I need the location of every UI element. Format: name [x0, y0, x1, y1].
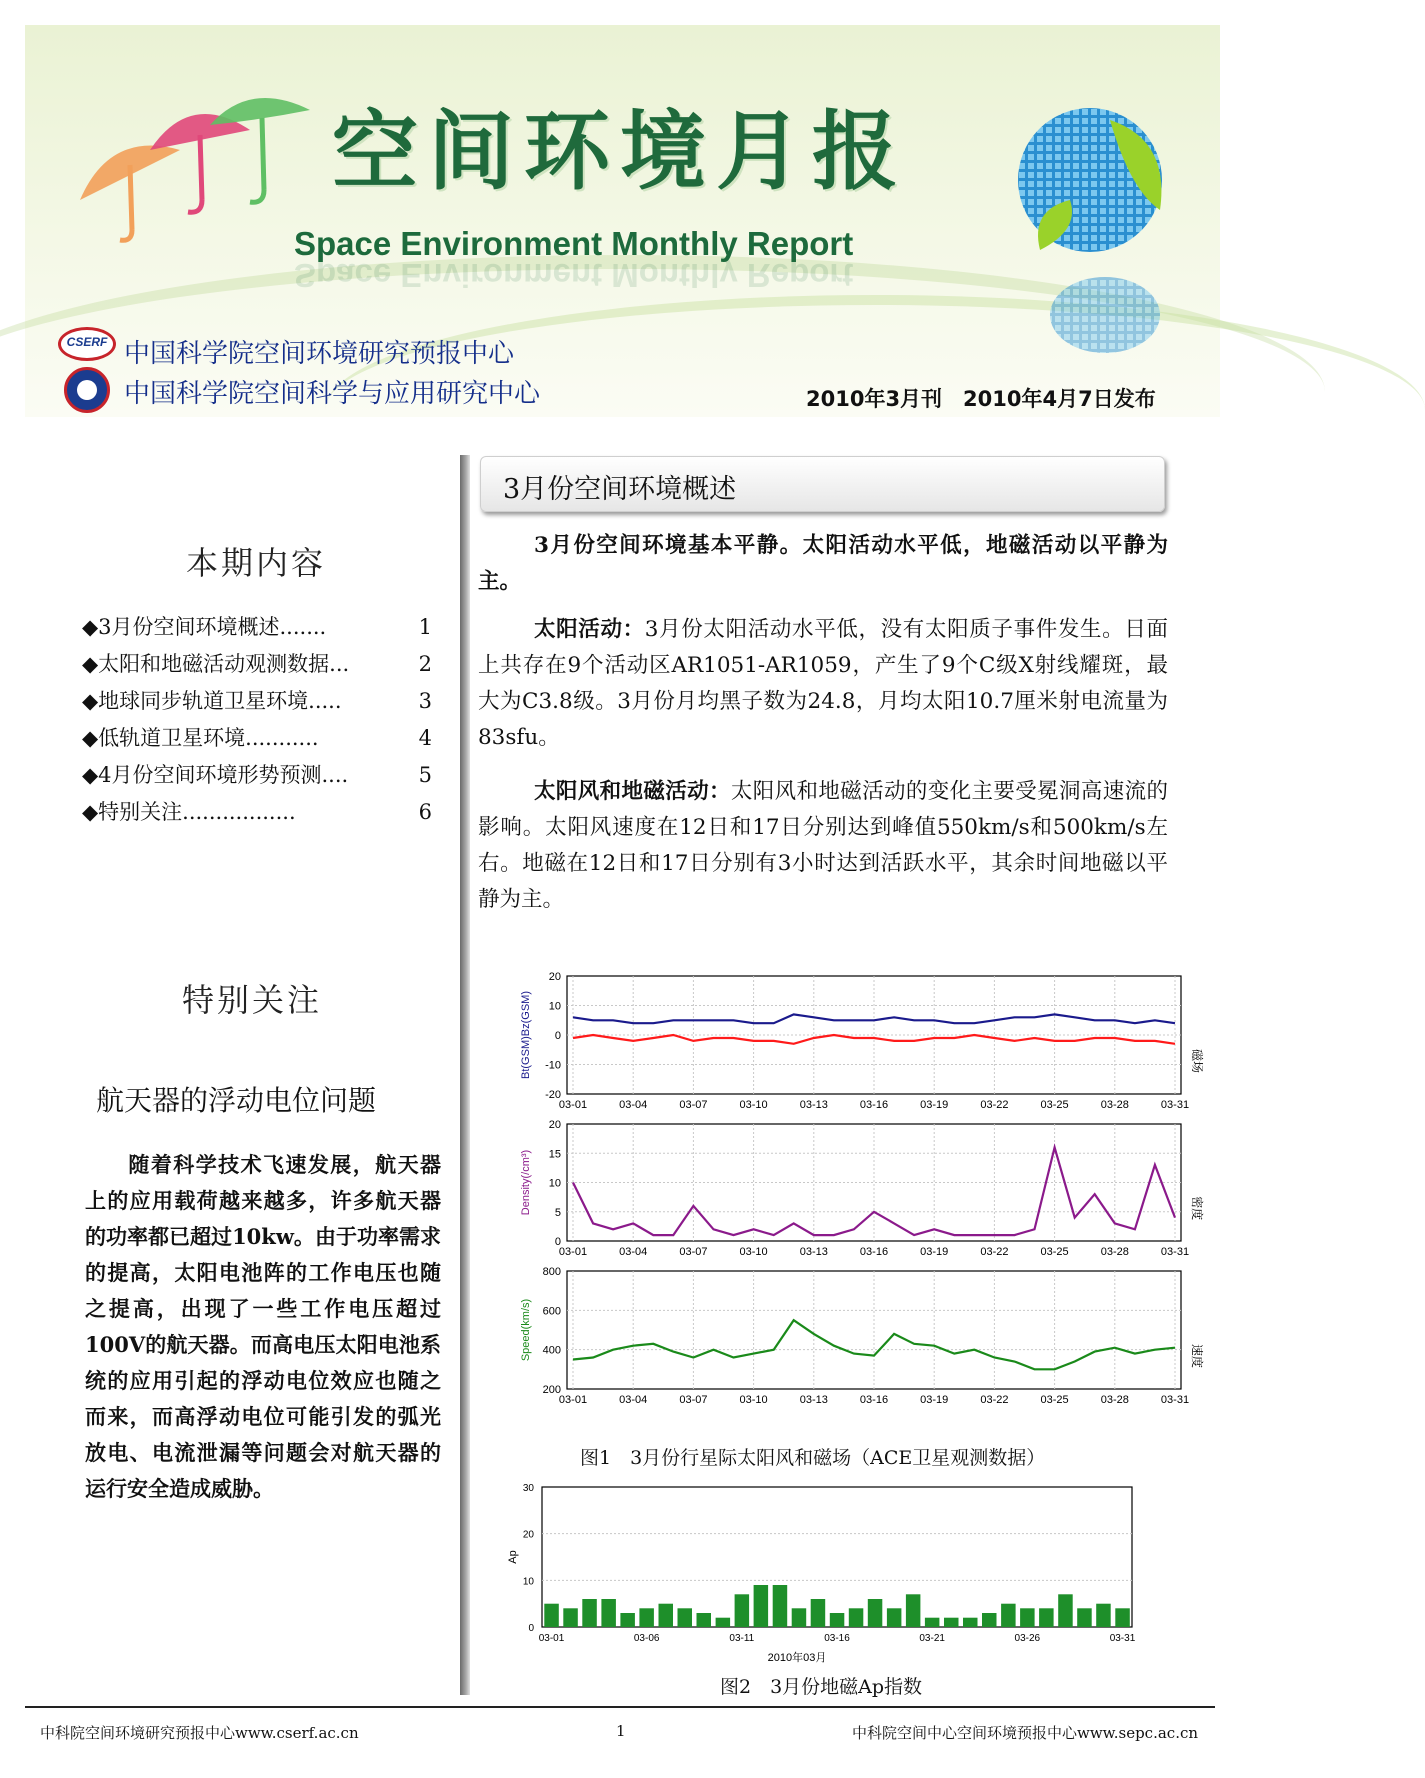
x-tick-label: 03-19	[920, 1246, 949, 1258]
x-tick-label: 03-04	[619, 1099, 648, 1111]
cssar-logo	[64, 367, 110, 413]
toc-item[interactable]: ◆3月份空间环境概述....... 1	[82, 615, 432, 639]
org-name-1: 中国科学院空间环境研究预报中心	[124, 339, 515, 369]
cserf-logo: CSERF	[58, 327, 116, 361]
article-text: 随着科学技术飞速发展，航天器上的应用载荷越来越多，许多航天器的功率都已超过10kw。由于功率需求的提高，太阳电池阵的工作电压也随之提高，出现了一些工作电压超过100V的航天器。而高电压太阳电池系统的应用引起的浮动电位效应也随之而来，而高浮动电位可能引发的弧光放电、电流泄漏等问题会对航天器的运行安全造成威胁。	[85, 1152, 441, 1501]
x-tick-label: 03-01	[558, 1394, 588, 1406]
ap-bar	[639, 1608, 654, 1627]
solar-activity-paragraph: 太阳活动：3月份太阳活动水平低，没有太阳质子事件发生。日面上共存在9个活动区AR1051-AR1059，产生了9个C级X射线耀斑，最大为C3.8级。3月份月均黑子数为24.8，月均太阳10.7厘米射电流量为83sfu。	[478, 617, 1168, 750]
toc-item[interactable]: ◆地球同步轨道卫星环境..... 3	[82, 689, 432, 713]
toc-item[interactable]: ◆特别关注................. 6	[82, 800, 432, 824]
y-tick-label: 0	[528, 1623, 534, 1634]
ap-bar	[697, 1613, 712, 1627]
ap-bar	[716, 1618, 731, 1627]
x-tick-label: 03-31	[1160, 1099, 1190, 1111]
ap-bar	[1077, 1608, 1092, 1627]
x-tick-label: 03-28	[1100, 1246, 1129, 1258]
y-tick-label: 0	[554, 1236, 561, 1248]
side-label: 速度	[1190, 1343, 1204, 1368]
x-tick-label: 03-04	[619, 1246, 648, 1258]
report-title: 空间环境月报	[332, 101, 908, 202]
side-label: 密度	[1190, 1196, 1204, 1221]
x-tick-label: 03-22	[980, 1394, 1009, 1406]
y-tick-label: 20	[548, 1119, 561, 1131]
y-tick-label: 30	[522, 1483, 534, 1494]
x-tick-label: 03-07	[679, 1246, 708, 1258]
y-tick-label: 20	[548, 971, 561, 983]
side-label: 磁场	[1190, 1048, 1204, 1073]
figure-2-caption: 图2 3月份地磁Ap指数	[720, 1676, 923, 1698]
x-tick-label: 03-25	[1040, 1394, 1069, 1406]
ap-bar	[811, 1599, 826, 1627]
x-tick-label: 03-01	[558, 1099, 588, 1111]
chart-panel-2	[520, 1119, 1205, 1258]
x-tick-label: 03-11	[729, 1633, 755, 1644]
toc-title: 本期内容	[186, 544, 327, 582]
x-tick-label: 03-13	[799, 1394, 828, 1406]
column-divider	[460, 455, 470, 1695]
ap-bar	[678, 1608, 693, 1627]
footer-right: 中科院空间中心空间环境预报中心www.sepc.ac.cn	[852, 1724, 1199, 1742]
x-tick-label: 03-22	[980, 1246, 1009, 1258]
ap-bar	[754, 1585, 769, 1627]
page-number: 1	[616, 1722, 626, 1740]
y-tick-label: -20	[545, 1089, 561, 1101]
toc-item[interactable]: ◆低轨道卫星环境........... 4	[82, 726, 432, 750]
y-tick-label: 5	[554, 1206, 561, 1219]
ap-bar	[982, 1613, 997, 1627]
x-tick-label: 03-06	[633, 1633, 660, 1644]
umbrella-icon	[70, 80, 310, 250]
article-title: 航天器的浮动电位问题	[96, 1084, 377, 1117]
figure-1-chart	[510, 960, 1204, 1420]
ap-bar	[963, 1618, 978, 1627]
x-tick-label: 03-07	[679, 1394, 708, 1406]
x-tick-label: 03-07	[679, 1099, 708, 1111]
ap-bar	[849, 1608, 864, 1627]
ap-bar	[544, 1604, 559, 1627]
figure-2-chart	[500, 1475, 1150, 1675]
y-tick-label: 800	[542, 1266, 561, 1278]
ap-frame	[542, 1487, 1132, 1627]
ap-bar	[620, 1613, 635, 1627]
x-tick-label: 03-25	[1040, 1099, 1069, 1111]
ap-bar	[1115, 1608, 1130, 1627]
footer-rule	[25, 1706, 1215, 1708]
y-axis-label: Bt(GSM)Bz(GSM)	[520, 991, 532, 1079]
y-tick-label: 0	[554, 1030, 561, 1042]
toc-item[interactable]: ◆太阳和地磁活动观测数据... 2	[82, 652, 432, 676]
x-tick-label: 03-13	[799, 1246, 828, 1258]
ap-bar	[601, 1599, 616, 1627]
x-tick-label: 03-21	[919, 1633, 945, 1644]
x-tick-label: 03-10	[739, 1246, 768, 1258]
y-tick-label: 10	[548, 1177, 561, 1190]
x-tick-label: 03-25	[1040, 1246, 1069, 1258]
x-axis-label: 2010年03月	[767, 1652, 827, 1664]
figure-1-caption: 图1 3月份行星际太阳风和磁场（ACE卫星观测数据）	[580, 1447, 1046, 1469]
ap-bar	[1020, 1608, 1035, 1627]
x-tick-label: 03-28	[1100, 1099, 1129, 1111]
ap-bar	[735, 1594, 750, 1627]
summary-text: 3月份空间环境基本平静。太阳活动水平低，地磁活动以平静为主。	[478, 533, 1168, 594]
x-tick-label: 03-01	[538, 1633, 565, 1644]
chart-panel-3	[520, 1266, 1205, 1406]
special-title: 特别关注	[182, 981, 323, 1019]
ap-bar	[582, 1599, 597, 1627]
y-axis-label: Density(/cm³)	[520, 1149, 532, 1216]
x-tick-label: 03-31	[1160, 1394, 1190, 1406]
org-name-2: 中国科学院空间科学与应用研究中心	[124, 379, 541, 409]
report-title-english: Space Environment Monthly Report	[294, 225, 854, 262]
x-tick-label: 03-16	[824, 1633, 850, 1644]
x-tick-label: 03-10	[739, 1099, 768, 1111]
y-tick-label: 10	[548, 1000, 561, 1013]
x-tick-label: 03-31	[1160, 1246, 1190, 1258]
ap-bar	[887, 1608, 902, 1627]
x-tick-label: 03-04	[619, 1394, 648, 1406]
globe-icon	[1010, 100, 1180, 360]
report-title-reflection: Space Environment Monthly Report	[294, 257, 854, 294]
x-tick-label: 03-26	[1014, 1633, 1041, 1644]
x-tick-label: 03-16	[859, 1099, 889, 1111]
y-tick-label: 600	[542, 1305, 561, 1318]
x-tick-label: 03-16	[859, 1246, 889, 1258]
ap-bar	[563, 1608, 578, 1627]
x-tick-label: 03-16	[859, 1394, 889, 1406]
ap-bar	[906, 1594, 921, 1627]
x-tick-label: 03-19	[920, 1099, 949, 1111]
x-tick-label: 03-10	[739, 1394, 768, 1406]
y-tick-label: -10	[545, 1059, 561, 1072]
y-tick-label: 20	[522, 1529, 534, 1541]
ap-bar	[1039, 1608, 1054, 1627]
ap-bar	[1001, 1604, 1016, 1627]
y-tick-label: 200	[542, 1384, 561, 1396]
ap-bar	[792, 1608, 807, 1627]
ap-bar	[925, 1618, 940, 1627]
footer-left: 中科院空间环境研究预报中心www.cserf.ac.cn	[40, 1724, 359, 1742]
chart-panel-1	[520, 971, 1205, 1111]
ap-bar	[1096, 1604, 1111, 1627]
x-tick-label: 03-19	[920, 1394, 949, 1406]
y-tick-label: 15	[548, 1148, 561, 1161]
y-axis-label: Speed(km/s)	[520, 1298, 532, 1362]
solar-wind-paragraph: 太阳风和地磁活动：太阳风和地磁活动的变化主要受冕洞高速流的影响。太阳风速度在12日和17日分别达到峰值550km/s和500km/s左右。地磁在12日和17日分别有3小时达到活跃水平，其余时间地磁以平静为主。	[478, 779, 1168, 912]
ap-bar	[830, 1613, 845, 1627]
x-tick-label: 03-13	[799, 1099, 828, 1111]
y-tick-label: 10	[522, 1576, 534, 1588]
x-tick-label: 03-31	[1109, 1633, 1136, 1644]
section-header	[480, 456, 1165, 512]
x-tick-label: 03-01	[558, 1246, 588, 1258]
section-title: 3月份空间环境概述	[503, 474, 737, 505]
issue-date: 2010年3月刊 2010年4月7日发布	[806, 387, 1156, 411]
y-tick-label: 400	[542, 1344, 561, 1357]
ap-bar	[868, 1599, 883, 1627]
x-tick-label: 03-28	[1100, 1394, 1129, 1406]
y-axis-label: Ap	[507, 1550, 519, 1564]
ap-bar	[944, 1618, 959, 1627]
ap-bar	[659, 1604, 674, 1627]
ap-bar	[1058, 1594, 1073, 1627]
ap-bar	[773, 1585, 788, 1627]
toc-item[interactable]: ◆4月份空间环境形势预测.... 5	[82, 763, 432, 787]
x-tick-label: 03-22	[980, 1099, 1009, 1111]
